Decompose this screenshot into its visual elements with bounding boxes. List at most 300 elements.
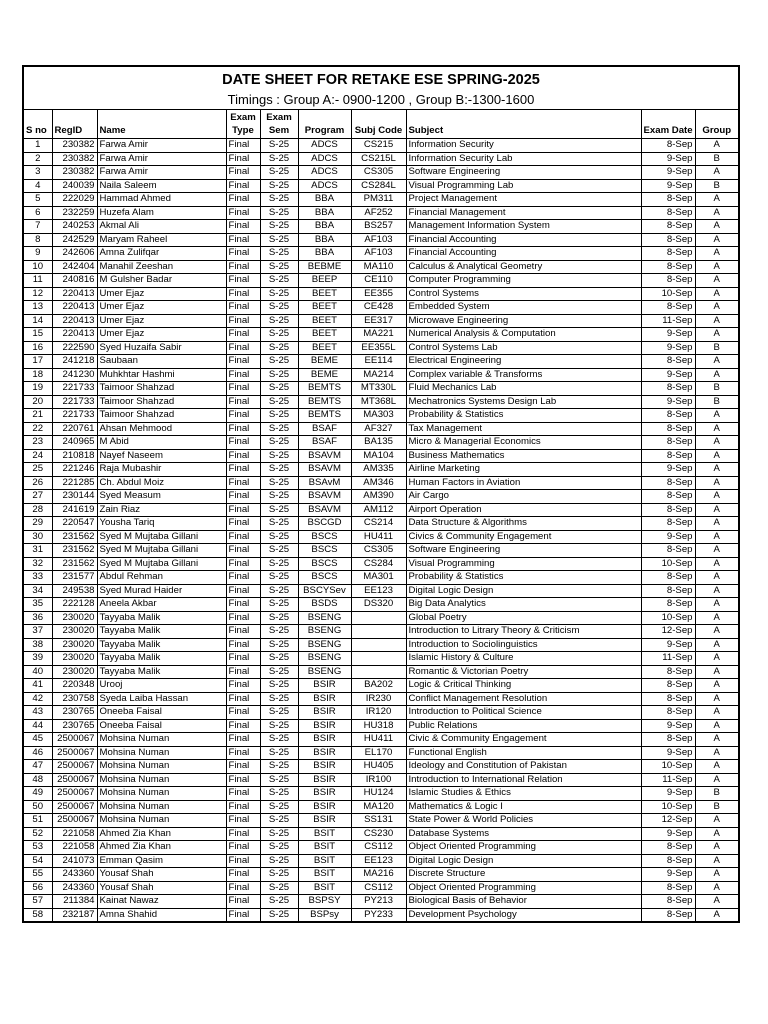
cell-subject: Public Relations [406, 719, 641, 733]
cell-program: BSCS [298, 544, 351, 558]
cell-exam-sem: S-25 [260, 598, 298, 612]
cell-exam-type: Final [226, 530, 260, 544]
cell-subj-code: CS215 [351, 139, 406, 153]
cell-program: BBA [298, 220, 351, 234]
cell-exam-date: 8-Sep [641, 733, 695, 747]
cell-regid: 221733 [52, 409, 97, 423]
table-row [24, 571, 738, 585]
cell-exam-sem: S-25 [260, 679, 298, 693]
cell-exam-date: 9-Sep [641, 638, 695, 652]
cell-program: BEMTS [298, 395, 351, 409]
cell-exam-date: 9-Sep [641, 868, 695, 882]
cell-subj-code: IR120 [351, 706, 406, 720]
cell-exam-sem: S-25 [260, 895, 298, 909]
col-header-subject: Subject [406, 110, 641, 139]
cell-name: Tayyaba Malik [97, 638, 226, 652]
cell-subject: Functional English [406, 746, 641, 760]
cell-group: A [695, 206, 738, 220]
cell-regid: 2500067 [52, 800, 97, 814]
cell-exam-type: Final [226, 787, 260, 801]
cell-group: A [695, 719, 738, 733]
cell-group: A [695, 490, 738, 504]
cell-subject: Global Poetry [406, 611, 641, 625]
cell-name: Taimoor Shahzad [97, 395, 226, 409]
cell-name: Mohsina Numan [97, 773, 226, 787]
cell-name: Ahmed Zia Khan [97, 841, 226, 855]
cell-subj-code: MA303 [351, 409, 406, 423]
table-row [24, 584, 738, 598]
table-row [24, 625, 738, 639]
cell-exam-sem: S-25 [260, 652, 298, 666]
cell-program: BEET [298, 301, 351, 315]
cell-group: A [695, 449, 738, 463]
cell-regid: 230020 [52, 611, 97, 625]
table-row [24, 490, 738, 504]
cell-exam-date: 9-Sep [641, 827, 695, 841]
table-row [24, 800, 738, 814]
cell-group: A [695, 274, 738, 288]
cell-exam-date: 8-Sep [641, 895, 695, 909]
cell-program: BSIR [298, 787, 351, 801]
cell-exam-type: Final [226, 166, 260, 180]
col-header-exam-type: Exam Type [226, 110, 260, 139]
cell-sno: 27 [24, 490, 52, 504]
cell-group: A [695, 328, 738, 342]
cell-sno: 55 [24, 868, 52, 882]
cell-regid: 230382 [52, 166, 97, 180]
cell-subj-code: CE110 [351, 274, 406, 288]
cell-group: A [695, 679, 738, 693]
cell-subject: Probability & Statistics [406, 409, 641, 423]
cell-exam-sem: S-25 [260, 692, 298, 706]
cell-sno: 13 [24, 301, 52, 315]
cell-regid: 222128 [52, 598, 97, 612]
cell-program: BBA [298, 233, 351, 247]
cell-subj-code: CS230 [351, 827, 406, 841]
cell-subj-code: DS320 [351, 598, 406, 612]
cell-subject: Mechatronics Systems Design Lab [406, 395, 641, 409]
cell-sno: 4 [24, 179, 52, 193]
cell-sno: 20 [24, 395, 52, 409]
table-row [24, 908, 738, 921]
cell-name: Akmal Ali [97, 220, 226, 234]
cell-regid: 230020 [52, 665, 97, 679]
cell-exam-sem: S-25 [260, 166, 298, 180]
cell-sno: 34 [24, 584, 52, 598]
cell-subject: Air Cargo [406, 490, 641, 504]
cell-exam-type: Final [226, 571, 260, 585]
cell-exam-type: Final [226, 220, 260, 234]
cell-program: BSIT [298, 854, 351, 868]
cell-subj-code: EE114 [351, 355, 406, 369]
cell-name: Raja Mubashir [97, 463, 226, 477]
cell-sno: 31 [24, 544, 52, 558]
cell-exam-type: Final [226, 638, 260, 652]
cell-group: B [695, 800, 738, 814]
cell-exam-type: Final [226, 598, 260, 612]
cell-exam-sem: S-25 [260, 746, 298, 760]
cell-subject: Islamic Studies & Ethics [406, 787, 641, 801]
cell-program: BEME [298, 355, 351, 369]
cell-subj-code: MA221 [351, 328, 406, 342]
cell-name: Amna Shahid [97, 908, 226, 921]
col-header-regid: RegID [52, 110, 97, 139]
cell-subject: Conflict Management Resolution [406, 692, 641, 706]
cell-exam-date: 8-Sep [641, 382, 695, 396]
cell-exam-sem: S-25 [260, 814, 298, 828]
cell-group: A [695, 706, 738, 720]
cell-subject: Discrete Structure [406, 868, 641, 882]
table-row [24, 746, 738, 760]
cell-sno: 41 [24, 679, 52, 693]
cell-program: BSAVM [298, 449, 351, 463]
cell-group: A [695, 503, 738, 517]
cell-exam-type: Final [226, 490, 260, 504]
table-row [24, 895, 738, 909]
cell-exam-sem: S-25 [260, 422, 298, 436]
cell-program: BSCS [298, 557, 351, 571]
cell-group: A [695, 463, 738, 477]
cell-subj-code: HU411 [351, 530, 406, 544]
table-row [24, 503, 738, 517]
cell-exam-sem: S-25 [260, 517, 298, 531]
cell-exam-date: 8-Sep [641, 193, 695, 207]
cell-sno: 5 [24, 193, 52, 207]
table-row [24, 679, 738, 693]
cell-subject: Software Engineering [406, 544, 641, 558]
cell-group: A [695, 220, 738, 234]
cell-subject: Probability & Statistics [406, 571, 641, 585]
cell-subj-code: EE317 [351, 314, 406, 328]
cell-subj-code: BS257 [351, 220, 406, 234]
cell-regid: 230758 [52, 692, 97, 706]
cell-program: BSENG [298, 652, 351, 666]
cell-group: A [695, 355, 738, 369]
cell-exam-date: 8-Sep [641, 854, 695, 868]
cell-name: Oneeba Faisal [97, 706, 226, 720]
table-row [24, 719, 738, 733]
cell-name: Syed Huzaifa Sabir [97, 341, 226, 355]
cell-exam-date: 8-Sep [641, 220, 695, 234]
cell-exam-sem: S-25 [260, 571, 298, 585]
cell-exam-type: Final [226, 206, 260, 220]
table-row [24, 733, 738, 747]
cell-group: A [695, 301, 738, 315]
table-row [24, 328, 738, 342]
cell-regid: 2500067 [52, 814, 97, 828]
cell-sno: 38 [24, 638, 52, 652]
cell-exam-type: Final [226, 422, 260, 436]
cell-group: A [695, 247, 738, 261]
cell-name: Mohsina Numan [97, 760, 226, 774]
cell-exam-type: Final [226, 733, 260, 747]
cell-exam-sem: S-25 [260, 476, 298, 490]
col-header-group: Group [695, 110, 738, 139]
table-row [24, 476, 738, 490]
cell-subject: Microwave Engineering [406, 314, 641, 328]
timings-line: Timings : Group A:- 0900-1200 , Group B:-1300-1600 [24, 91, 738, 110]
cell-subj-code: BA202 [351, 679, 406, 693]
cell-exam-sem: S-25 [260, 463, 298, 477]
cell-exam-date: 8-Sep [641, 679, 695, 693]
cell-sno: 29 [24, 517, 52, 531]
table-row [24, 692, 738, 706]
cell-program: ADCS [298, 139, 351, 153]
cell-subj-code: MA104 [351, 449, 406, 463]
cell-exam-type: Final [226, 409, 260, 423]
cell-regid: 241218 [52, 355, 97, 369]
col-header-program: Program [298, 110, 351, 139]
cell-exam-sem: S-25 [260, 139, 298, 153]
cell-exam-sem: S-25 [260, 220, 298, 234]
cell-program: BBA [298, 206, 351, 220]
cell-name: Yousaf Shah [97, 868, 226, 882]
cell-exam-type: Final [226, 328, 260, 342]
cell-subject: Introduction to Litrary Theory & Criticism [406, 625, 641, 639]
cell-exam-sem: S-25 [260, 206, 298, 220]
cell-exam-date: 8-Sep [641, 908, 695, 921]
table-row [24, 166, 738, 180]
cell-group: A [695, 652, 738, 666]
cell-exam-date: 12-Sep [641, 625, 695, 639]
cell-exam-date: 8-Sep [641, 544, 695, 558]
cell-subj-code: MT368L [351, 395, 406, 409]
cell-sno: 53 [24, 841, 52, 855]
cell-sno: 45 [24, 733, 52, 747]
cell-exam-type: Final [226, 368, 260, 382]
cell-subj-code: MA216 [351, 868, 406, 882]
table-row [24, 881, 738, 895]
cell-group: A [695, 517, 738, 531]
cell-program: BBA [298, 193, 351, 207]
cell-program: BSIR [298, 773, 351, 787]
cell-group: A [695, 733, 738, 747]
cell-exam-date: 8-Sep [641, 206, 695, 220]
cell-exam-date: 8-Sep [641, 422, 695, 436]
cell-name: Farwa Amir [97, 166, 226, 180]
cell-subj-code: MA301 [351, 571, 406, 585]
cell-exam-type: Final [226, 233, 260, 247]
cell-program: BSIT [298, 868, 351, 882]
cell-exam-date: 9-Sep [641, 746, 695, 760]
cell-regid: 231562 [52, 557, 97, 571]
cell-name: Yousaf Shah [97, 881, 226, 895]
cell-sno: 54 [24, 854, 52, 868]
cell-sno: 42 [24, 692, 52, 706]
cell-name: Umer Ejaz [97, 287, 226, 301]
cell-exam-date: 8-Sep [641, 436, 695, 450]
cell-exam-sem: S-25 [260, 800, 298, 814]
cell-exam-sem: S-25 [260, 260, 298, 274]
cell-exam-sem: S-25 [260, 341, 298, 355]
cell-exam-date: 9-Sep [641, 719, 695, 733]
cell-regid: 240816 [52, 274, 97, 288]
cell-regid: 232187 [52, 908, 97, 921]
cell-regid: 230382 [52, 152, 97, 166]
cell-regid: 2500067 [52, 787, 97, 801]
cell-name: Tayyaba Malik [97, 625, 226, 639]
cell-subj-code: EE355 [351, 287, 406, 301]
cell-regid: 241619 [52, 503, 97, 517]
cell-exam-sem: S-25 [260, 584, 298, 598]
cell-program: BSENG [298, 611, 351, 625]
cell-exam-type: Final [226, 247, 260, 261]
cell-program: BSDS [298, 598, 351, 612]
cell-sno: 44 [24, 719, 52, 733]
cell-subj-code: AF327 [351, 422, 406, 436]
cell-sno: 3 [24, 166, 52, 180]
cell-exam-date: 8-Sep [641, 841, 695, 855]
cell-exam-type: Final [226, 152, 260, 166]
cell-sno: 18 [24, 368, 52, 382]
cell-group: A [695, 368, 738, 382]
cell-exam-date: 8-Sep [641, 598, 695, 612]
cell-group: A [695, 287, 738, 301]
cell-name: Mohsina Numan [97, 800, 226, 814]
cell-regid: 220348 [52, 679, 97, 693]
cell-program: BSAVM [298, 503, 351, 517]
table-row [24, 139, 738, 153]
cell-subj-code [351, 665, 406, 679]
cell-exam-sem: S-25 [260, 827, 298, 841]
cell-exam-date: 11-Sep [641, 652, 695, 666]
cell-sno: 16 [24, 341, 52, 355]
cell-regid: 2500067 [52, 760, 97, 774]
cell-subj-code [351, 625, 406, 639]
cell-program: BSIR [298, 706, 351, 720]
cell-exam-type: Final [226, 625, 260, 639]
cell-exam-date: 10-Sep [641, 800, 695, 814]
cell-exam-date: 8-Sep [641, 503, 695, 517]
cell-exam-type: Final [226, 449, 260, 463]
cell-exam-date: 9-Sep [641, 463, 695, 477]
cell-subj-code: CS214 [351, 517, 406, 531]
cell-name: Tayyaba Malik [97, 611, 226, 625]
cell-exam-sem: S-25 [260, 638, 298, 652]
cell-exam-date: 8-Sep [641, 274, 695, 288]
cell-subj-code: HU405 [351, 760, 406, 774]
cell-group: A [695, 260, 738, 274]
cell-regid: 230765 [52, 706, 97, 720]
cell-regid: 231577 [52, 571, 97, 585]
cell-subject: Object Oriented Programming [406, 841, 641, 855]
cell-regid: 230382 [52, 139, 97, 153]
cell-exam-type: Final [226, 800, 260, 814]
cell-exam-sem: S-25 [260, 247, 298, 261]
cell-exam-sem: S-25 [260, 328, 298, 342]
cell-subject: Digital Logic Design [406, 584, 641, 598]
table-row [24, 530, 738, 544]
cell-name: Hammad Ahmed [97, 193, 226, 207]
cell-exam-date: 8-Sep [641, 490, 695, 504]
cell-group: A [695, 895, 738, 909]
cell-exam-sem: S-25 [260, 152, 298, 166]
cell-exam-type: Final [226, 395, 260, 409]
cell-name: Taimoor Shahzad [97, 409, 226, 423]
cell-exam-sem: S-25 [260, 449, 298, 463]
cell-exam-type: Final [226, 260, 260, 274]
cell-group: A [695, 571, 738, 585]
table-row [24, 382, 738, 396]
cell-sno: 10 [24, 260, 52, 274]
cell-subj-code: BA135 [351, 436, 406, 450]
cell-group: A [695, 314, 738, 328]
cell-subj-code: AF252 [351, 206, 406, 220]
cell-exam-date: 9-Sep [641, 166, 695, 180]
table-row [24, 814, 738, 828]
cell-program: BSCS [298, 530, 351, 544]
cell-program: BSIR [298, 679, 351, 693]
cell-name: Amna Zulifqar [97, 247, 226, 261]
table-row [24, 368, 738, 382]
cell-exam-date: 11-Sep [641, 314, 695, 328]
cell-exam-date: 8-Sep [641, 476, 695, 490]
cell-exam-sem: S-25 [260, 868, 298, 882]
cell-exam-type: Final [226, 274, 260, 288]
cell-sno: 24 [24, 449, 52, 463]
cell-program: BSIR [298, 719, 351, 733]
cell-subject: Logic & Critical Thinking [406, 679, 641, 693]
table-row [24, 260, 738, 274]
cell-regid: 249538 [52, 584, 97, 598]
cell-group: A [695, 544, 738, 558]
table-row [24, 760, 738, 774]
cell-program: BSAvM [298, 476, 351, 490]
cell-exam-type: Final [226, 382, 260, 396]
cell-subj-code: CS305 [351, 166, 406, 180]
table-row [24, 179, 738, 193]
cell-subject: Ideology and Constitution of Pakistan [406, 760, 641, 774]
cell-regid: 220547 [52, 517, 97, 531]
cell-group: A [695, 611, 738, 625]
cell-program: BEBME [298, 260, 351, 274]
cell-sno: 36 [24, 611, 52, 625]
cell-subject: Islamic History & Culture [406, 652, 641, 666]
cell-sno: 50 [24, 800, 52, 814]
cell-exam-date: 8-Sep [641, 584, 695, 598]
cell-exam-type: Final [226, 814, 260, 828]
table-row [24, 773, 738, 787]
table-row [24, 449, 738, 463]
cell-exam-type: Final [226, 584, 260, 598]
cell-subj-code: PY213 [351, 895, 406, 909]
cell-subject: Numerical Analysis & Computation [406, 328, 641, 342]
cell-regid: 220413 [52, 314, 97, 328]
cell-regid: 242404 [52, 260, 97, 274]
cell-subject: Management Information System [406, 220, 641, 234]
cell-exam-sem: S-25 [260, 530, 298, 544]
cell-subject: Embedded System [406, 301, 641, 315]
cell-regid: 220413 [52, 301, 97, 315]
cell-subject: Calculus & Analytical Geometry [406, 260, 641, 274]
cell-program: BSIR [298, 692, 351, 706]
cell-sno: 35 [24, 598, 52, 612]
table-row [24, 611, 738, 625]
cell-exam-sem: S-25 [260, 557, 298, 571]
cell-sno: 8 [24, 233, 52, 247]
cell-subj-code: HU411 [351, 733, 406, 747]
cell-sno: 33 [24, 571, 52, 585]
cell-sno: 7 [24, 220, 52, 234]
cell-subj-code: IR100 [351, 773, 406, 787]
cell-exam-type: Final [226, 881, 260, 895]
cell-program: BEET [298, 287, 351, 301]
cell-exam-date: 8-Sep [641, 301, 695, 315]
cell-sno: 19 [24, 382, 52, 396]
cell-exam-type: Final [226, 665, 260, 679]
cell-subject: Visual Programming Lab [406, 179, 641, 193]
cell-regid: 242529 [52, 233, 97, 247]
